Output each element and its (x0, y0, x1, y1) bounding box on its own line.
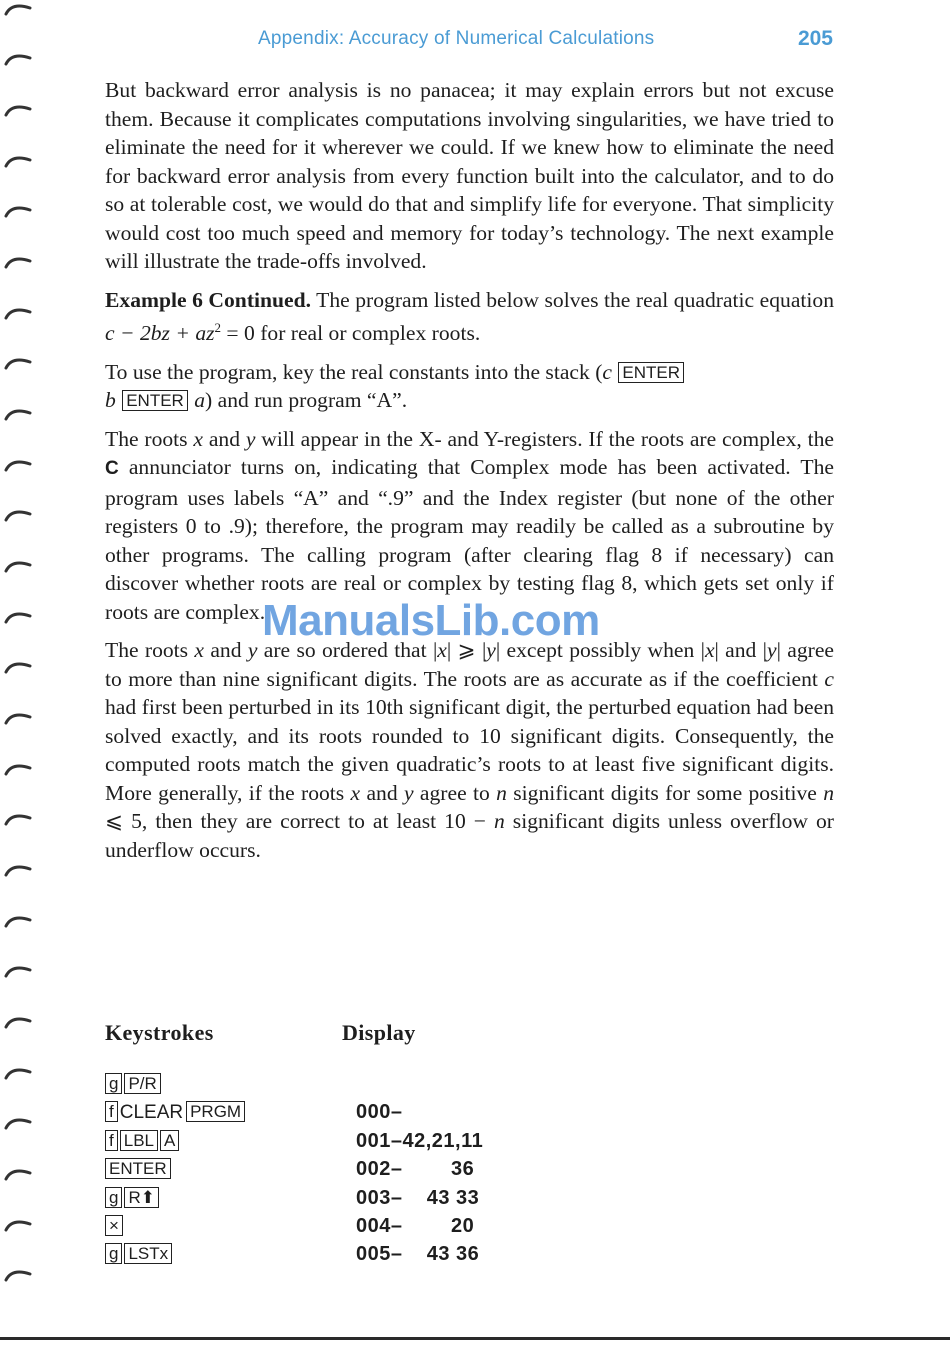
display-value: 005– 43 36 (356, 1243, 480, 1266)
table-row (105, 1240, 605, 1268)
spiral-binding (0, 0, 40, 1354)
multiply-key: × (105, 1215, 123, 1236)
enter-key: ENTER (122, 390, 188, 411)
paragraph-roots-registers: The roots x and y will appear in the X- and Y-registers. If the roots are complex, the C annunciator turns on, indicating that Complex mode has been activated. The program uses labels “A” and “.9” and the Index register (but none of the other registers 0 to .9); therefore, the program may readily be called as a subroutine by other programs. The calling program (after clearing flag 8 if necessary) can discover whether roots are real or complex by testing flag 8, which gets set only if roots are complex. (105, 426, 834, 624)
running-header (258, 28, 833, 58)
table-row (105, 1184, 605, 1212)
prgm-key: PRGM (186, 1101, 245, 1122)
paragraph-backward-error: But backward error analysis is no panacea; it may explain errors but not excuse them. Because it complicates computations involving singularities, we have tried to eliminate the need for it wherever we could. If we knew how to eliminate the need for backward error analysis from every function built into the calculator, and to do so at tolerable cost, we would do that and simplify life for everyone. That simplicity would cost too much speed and memory for today’s technology. The next example will illustrate the trade-offs involved. (105, 78, 834, 273)
table-row (105, 1127, 605, 1155)
keystrokes-header: Keystrokes (105, 1020, 214, 1045)
lbl-key: LBL (120, 1130, 158, 1151)
example-heading: Example 6 Continued. (105, 287, 312, 312)
header-title: Appendix: Accuracy of Numerical Calculations (258, 28, 655, 49)
enter-key: ENTER (618, 362, 684, 383)
f-key: f (105, 1101, 118, 1122)
a-key: A (160, 1130, 179, 1151)
paragraph-roots-accuracy: The roots x and y are so ordered that |x| ⩾ |y| except possibly when |x| and |y| agree to more than nine significant digits. The roots are as accurate as if the coefficient c had first been perturbed in its 10th significant digit, the perturbed equation had been solved exactly, and its roots rounded to 10 significant digits. Consequently, the computed roots match the given quadratic’s roots to at least five significant digits. More generally, if the roots x and y agree to n significant digits for some positive n ⩽ 5, then they are correct to at least 10 − n significant digits unless overflow or underflow occurs. (105, 638, 834, 862)
program-rows (105, 1070, 605, 1269)
f-key: f (105, 1130, 118, 1151)
table-row (105, 1070, 605, 1098)
g-key: g (105, 1073, 122, 1094)
paragraph-example-6: Example 6 Continued. The program listed below solves the real quadratic equation $c - 2bz + az^2 = 0$ for real or complex roots. (105, 287, 834, 346)
paragraph-usage: To use the program, key the real constants into the stack (c ENTER b ENTER a) and run program “A”. (105, 358, 834, 415)
page-bottom-rule (0, 1337, 950, 1340)
c-annunciator: C (105, 458, 119, 480)
table-row (105, 1212, 605, 1240)
watermark: ManualsLib.com (262, 596, 600, 645)
display-value: 000– (356, 1101, 403, 1124)
enter-key: ENTER (105, 1158, 171, 1179)
display-header: Display (342, 1020, 416, 1045)
display-value: 004– 20 (356, 1214, 475, 1237)
display-value: 003– 43 33 (356, 1186, 480, 1209)
g-key: g (105, 1243, 122, 1264)
p-r-key: P/R (124, 1073, 160, 1094)
table-row (105, 1155, 605, 1183)
table-row (105, 1098, 605, 1126)
display-value: 002– 36 (356, 1158, 475, 1181)
roll-up-key: R⬆ (124, 1187, 159, 1208)
g-key: g (105, 1187, 122, 1208)
lstx-key: LSTx (124, 1243, 172, 1264)
display-value: 001–42,21,11 (356, 1129, 484, 1152)
clear-label: CLEAR (119, 1102, 184, 1124)
page-number: 205 (797, 27, 833, 50)
body-text (105, 76, 834, 874)
quadratic-equation: c − 2bz + az (105, 321, 215, 346)
